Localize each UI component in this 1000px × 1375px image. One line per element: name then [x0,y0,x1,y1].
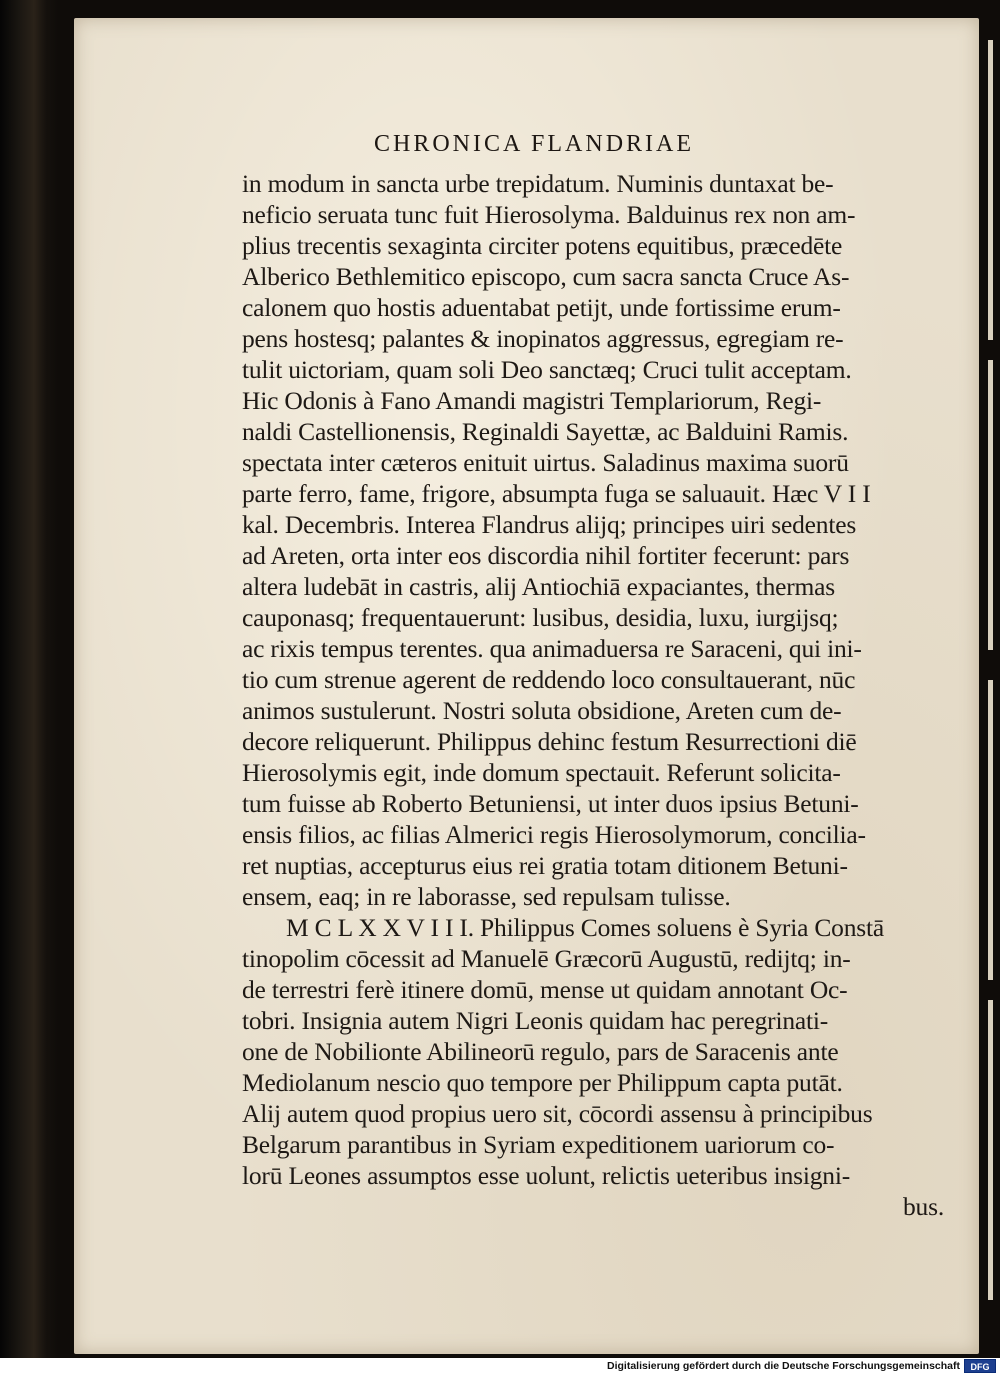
body-text [242,168,982,1222]
scan-edge-strip [988,680,993,980]
text-line: lorū Leones assumptos esse uolunt, relictis ueteribus insigni- [242,1161,851,1190]
text-line: Alberico Bethlemitico episcopo, cum sacra sancta Cruce As- [242,262,850,291]
text-line: de terrestri ferè itinere domū, mense ut quidam annotant Oc- [242,975,848,1004]
dfg-logo: DFG [964,1359,996,1373]
text-line: ad Areten, orta inter eos discordia nihil fortiter fecerunt: pars [242,541,850,570]
catchword: bus. [903,1192,944,1221]
text-line: Hic Odonis à Fano Amandi magistri Templariorum, Regi- [242,386,822,415]
text-line: ensem, eaq; in re laborasse, sed repulsam tulisse. [242,882,731,911]
text-line: ensis filios, ac filias Almerici regis Hierosolymorum, concilia- [242,820,866,849]
scan-edge-strip [988,1000,993,1300]
text-line: plius trecentis sexaginta circiter potens equitibus, præcedēte [242,231,843,260]
text-line: tum fuisse ab Roberto Betuniensi, ut inter duos ipsius Betuni- [242,789,859,818]
text-line: ac rixis tempus terentes. qua animaduersa re Saraceni, qui ini- [242,634,862,663]
text-line: tio cum strenue agerent de reddendo loco consultauerant, nūc [242,665,856,694]
text-line: parte ferro, fame, frigore, absumpta fuga se saluauit. Hæc V I I [242,479,871,508]
text-line: Alij autem quod propius uero sit, cōcordi assensu à principibus [242,1099,873,1128]
text-line: M C L X X V I I I. Philippus Comes soluens è Syria Constā [286,913,885,942]
text-line: one de Nobilionte Abilineorū regulo, pars de Saracenis ante [242,1037,839,1066]
text-line: altera ludebāt in castris, alij Antiochiā expaciantes, thermas [242,572,836,601]
scan-edge-strip [988,40,993,340]
text-line: Hierosolymis egit, inde domum spectauit. Referunt solicita- [242,758,841,787]
scan-edge-strip [988,360,993,650]
text-line: naldi Castellionensis, Reginaldi Sayettæ, ac Balduini Ramis. [242,417,849,446]
digitization-credit: Digitalisierung gefördert durch die Deutsche Forschungsgemeinschaft [607,1360,960,1372]
text-line: tulit uictoriam, quam soli Deo sanctæq; Cruci tulit acceptam. [242,355,852,384]
text-line: Belgarum parantibus in Syriam expeditionem uariorum co- [242,1130,835,1159]
text-line: tobri. Insignia autem Nigri Leonis quidam hac peregrinati- [242,1006,829,1035]
text-line: kal. Decembris. Interea Flandrus alijq; principes uiri sedentes [242,510,857,539]
text-line: ret nuptias, accepturus eius rei gratia totam ditionem Betuni- [242,851,848,880]
text-line: Mediolanum nescio quo tempore per Philippum capta putāt. [242,1068,843,1097]
text-line: decore reliquerunt. Philippus dehinc festum Resurrectioni diē [242,727,857,756]
text-line: spectata inter cæteros enituit uirtus. Saladinus maxima suorū [242,448,849,477]
text-line: animos sustulerunt. Nostri soluta obsidione, Areten cum de- [242,696,842,725]
text-line: cauponasq; frequentauerunt: lusibus, desidia, luxu, iurgijsq; [242,603,839,632]
text-line: neficio seruata tunc fuit Hierosolyma. Balduinus rex non am- [242,200,856,229]
text-line: in modum in sancta urbe trepidatum. Numinis duntaxat be- [242,169,834,198]
running-head: CHRONICA FLANDRIAE [374,131,695,157]
text-line: calonem quo hostis aduentabat petijt, unde fortissime erum- [242,293,841,322]
text-line: tinopolim cōcessit ad Manuelē Græcorū Augustū, redijtq; in- [242,944,851,973]
text-line: pens hostesq; palantes & inopinatos aggressus, egregiam re- [242,324,844,353]
